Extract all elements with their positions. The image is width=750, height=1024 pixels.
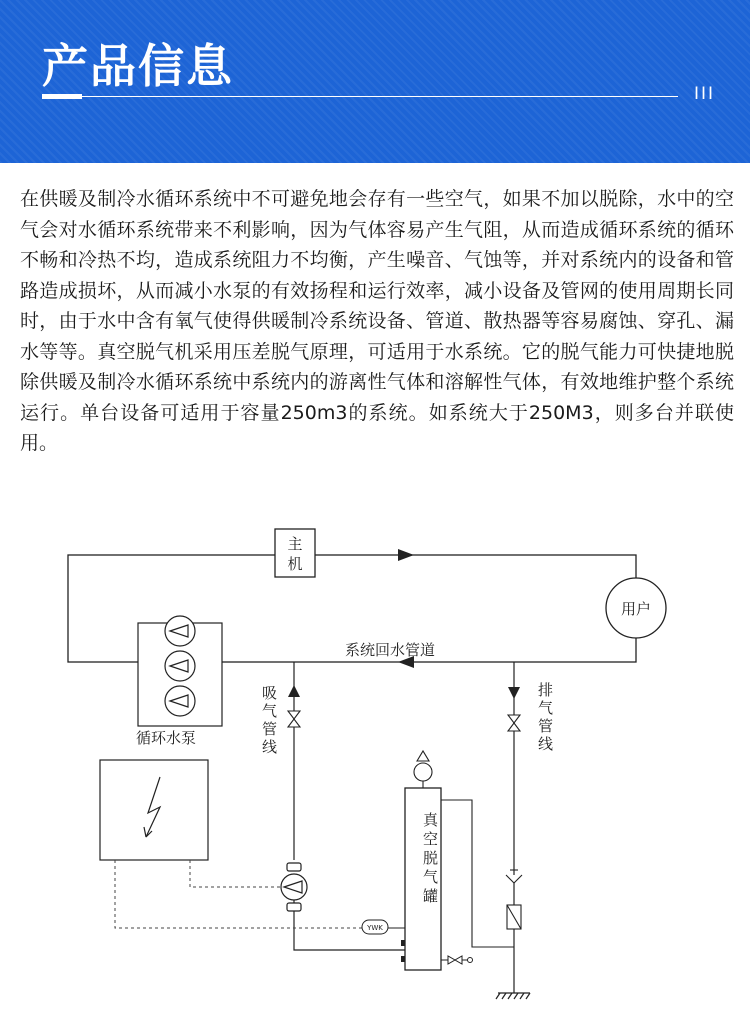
suction-flow-arrow xyxy=(288,685,300,697)
supply-flow-arrow xyxy=(398,549,414,561)
pump-3-icon xyxy=(165,686,195,716)
suction-valve-icon xyxy=(288,711,300,727)
suction-char-3: 管 xyxy=(262,720,278,738)
pump-label: 循环水泵 xyxy=(136,729,197,747)
exhaust-flow-arrow xyxy=(508,687,520,699)
return-pipe-label: 系统回水管道 xyxy=(345,641,436,659)
exhaust-char-1: 排 xyxy=(538,681,554,699)
header-decoration: III xyxy=(694,84,716,104)
user-label: 用户 xyxy=(620,600,652,618)
tank-char-1: 真 xyxy=(423,811,439,829)
ground-icon xyxy=(496,993,530,999)
exhaust-char-4: 线 xyxy=(538,735,554,753)
suction-char-2: 气 xyxy=(262,702,278,720)
page-title: 产品信息 xyxy=(42,39,234,93)
system-diagram xyxy=(0,515,750,1015)
suction-char-1: 吸 xyxy=(262,684,278,702)
pump-1-icon xyxy=(165,616,195,646)
tank-char-4: 气 xyxy=(423,868,439,886)
host-label-1: 主 xyxy=(287,535,303,553)
ywk-label: YWK xyxy=(367,924,383,932)
intro-paragraph: 在供暖及制冷水循环系统中不可避免地会存有一些空气，如果不加以脱除，水中的空气会对水循环系统带来不利影响，因为气体容易产生气阻，从而造成循环系统的循环不畅和冷热不均，造成系统阻力不均衡，产生噪音、气蚀等，并对系统内的设备和管路造成损坏，从而减小水泵的有效扬程和运行效率，减小设备及管网的使用周期长同时，由于水中含有氧气使得供暖制冷系统设备、管道、散热器等容易腐蚀、穿孔、漏水等等。真空脱气机采用压差脱气原理，可适用于水系统。它的脱气能力可快捷地脱除供暖及制冷水循环系统中系统内的游离性气体和溶解性气体，有效地维护整个系统运行。单台设备可适用于容量250m3的系统。如系统大于250M3，则多台并联使用。 xyxy=(20,188,734,454)
filter-icon xyxy=(507,905,521,929)
tank-char-5: 罐 xyxy=(423,887,439,905)
exhaust-valve-icon xyxy=(508,715,520,731)
exhaust-label xyxy=(538,681,558,753)
tank-char-2: 空 xyxy=(423,830,439,848)
exhaust-char-3: 管 xyxy=(538,717,554,735)
exhaust-char-2: 气 xyxy=(538,699,554,717)
header-banner xyxy=(0,0,750,163)
tank-top-valve-icon xyxy=(414,751,432,788)
suction-char-4: 线 xyxy=(262,738,278,756)
control-wire-2 xyxy=(115,860,362,928)
host-label-2: 机 xyxy=(287,555,303,573)
suction-label xyxy=(262,684,282,756)
pump-2-icon xyxy=(165,651,195,681)
control-wire-1 xyxy=(190,860,281,887)
tank-char-3: 脱 xyxy=(423,849,439,867)
tank-drain-valve-icon xyxy=(448,956,473,964)
vacuum-pump-icon xyxy=(281,863,307,911)
header-divider xyxy=(42,96,678,97)
